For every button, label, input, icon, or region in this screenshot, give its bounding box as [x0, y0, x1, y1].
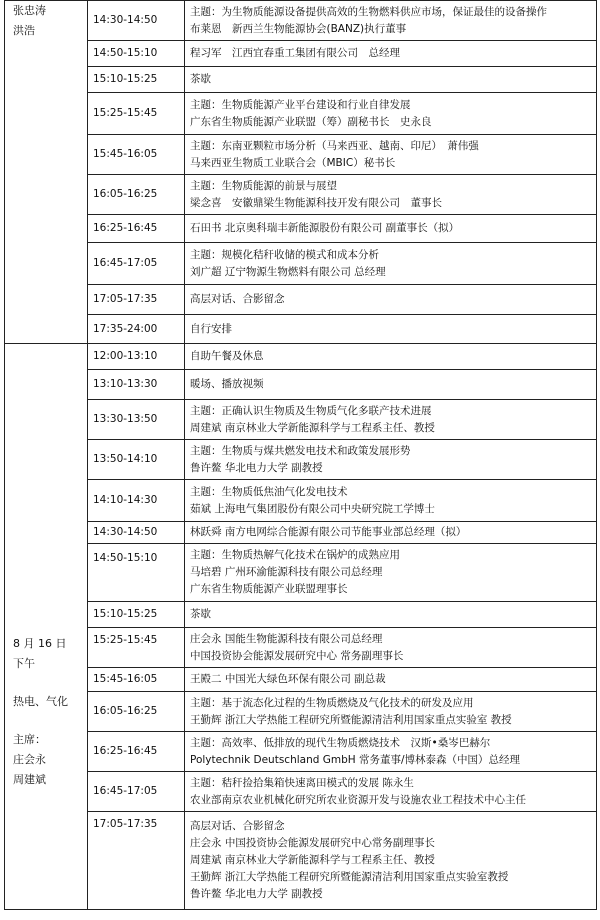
- table-row: [5, 315, 597, 344]
- time-cell: 16:05-16:25: [88, 175, 185, 215]
- desc-cell: [185, 400, 597, 440]
- session-chair-label: 主席：: [13, 732, 46, 746]
- desc-line: 王勤辉 浙江大学热能工程研究所暨能源清洁利用国家重点实验室 教授: [190, 713, 512, 726]
- time-cell: 15:25-15:45: [88, 628, 185, 668]
- desc-line: 农业部南京农业机械化研究所农业资源开发与设施农业工程技术中心主任: [190, 793, 526, 806]
- table-row: [5, 602, 597, 628]
- desc-line: 广东省生物质能源产业联盟理事长: [190, 583, 348, 595]
- time-cell: 16:05-16:25: [88, 692, 185, 732]
- chair-name: 张忠涛: [13, 4, 46, 17]
- desc-cell: [185, 732, 597, 772]
- desc-cell: [185, 243, 597, 285]
- desc-line: 马来西亚生物质工业联合会（MBIC）秘书长: [190, 156, 396, 169]
- desc-line: 石田书 北京奥科瑞丰新能源股份有限公司 副董事长（拟）: [190, 222, 460, 234]
- desc-cell: [185, 692, 597, 732]
- desc-line: 主题：规模化秸秆收储的模式和成本分析: [190, 248, 379, 261]
- chair-name: 周建斌: [13, 772, 46, 786]
- desc-line: 主题：东南亚颗粒市场分析（马来西亚、越南、印尼） 萧伟强: [190, 139, 479, 152]
- spacer: [13, 674, 87, 692]
- table-row: [5, 668, 597, 692]
- desc-line: 林跃舜 南方电网综合能源有限公司节能事业部总经理（拟）: [190, 526, 467, 538]
- desc-line: Polytechnik Deutschland GmbH 常务董事/博林泰森（中国）总经理: [190, 753, 521, 766]
- table-row: [5, 215, 597, 243]
- session-date: 8 月 16 日: [13, 636, 67, 650]
- session-topic: 热电、气化: [13, 694, 68, 708]
- time-cell: 16:45-17:05: [88, 243, 185, 285]
- desc-cell: [185, 522, 597, 544]
- desc-cell: [185, 344, 597, 370]
- desc-line: 自助午餐及休息: [190, 350, 264, 362]
- time-cell: 14:50-15:10: [88, 544, 185, 602]
- desc-line: 高层对话、合影留念: [190, 820, 285, 832]
- desc-line: 主题：生物质能源的前景与展望: [190, 179, 337, 192]
- desc-line: 自行安排: [190, 322, 232, 335]
- desc-line: 布莱恩 新西兰生物能源协会(BANZ)执行董事: [190, 22, 407, 35]
- table-row: [5, 732, 597, 772]
- desc-cell: [185, 41, 597, 67]
- desc-line: 鲁许鳌 华北电力大学 副教授: [190, 461, 323, 474]
- spacer: [13, 712, 87, 730]
- desc-cell: [185, 175, 597, 215]
- time-cell: 13:30-13:50: [88, 400, 185, 440]
- desc-line: 王勤辉 浙江大学热能工程研究所暨能源清洁利用国家重点实验室教授: [190, 871, 509, 883]
- table-row: [5, 772, 597, 812]
- table-row: [5, 1, 597, 41]
- desc-line: 主题：秸秆捡拾集箱快速离田模式的发展 陈永生: [190, 776, 414, 789]
- table-row: [5, 243, 597, 285]
- time-cell: 15:25-15:45: [88, 93, 185, 135]
- session-2-info: [5, 344, 88, 910]
- desc-cell: [185, 440, 597, 480]
- desc-cell: [185, 315, 597, 344]
- desc-line: 高层对话、合影留念: [190, 293, 285, 305]
- desc-line: 主题：生物质热解气化技术在锅炉的成熟应用: [190, 549, 400, 561]
- table-row: [5, 628, 597, 668]
- desc-line: 鲁许鳌 华北电力大学 副教授: [190, 888, 323, 900]
- desc-line: 庄会永 国能生物能源科技有限公司总经理: [190, 632, 383, 645]
- table-row: [5, 812, 597, 910]
- table-row: [5, 344, 597, 370]
- desc-line: 主题：生物质低焦油气化发电技术: [190, 485, 348, 498]
- time-cell: 14:30-14:50: [88, 522, 185, 544]
- desc-line: 刘广超 辽宁物源生物燃料有限公司 总经理: [190, 265, 386, 278]
- time-cell: 16:25-16:45: [88, 732, 185, 772]
- time-cell: 12:00-13:10: [88, 344, 185, 370]
- table-row: [5, 522, 597, 544]
- chair-name: 洪浩: [13, 24, 35, 37]
- desc-line: 茹斌 上海电气集团股份有限公司中央研究院工学博士: [190, 502, 435, 515]
- time-cell: 14:30-14:50: [88, 1, 185, 41]
- table-row: [5, 175, 597, 215]
- desc-line: 主题：基于流态化过程的生物质燃烧及气化技术的研发及应用: [190, 696, 474, 709]
- table-row: [5, 67, 597, 93]
- table-row: [5, 480, 597, 522]
- desc-cell: [185, 628, 597, 668]
- time-cell: 15:45-16:05: [88, 668, 185, 692]
- table-row: [5, 692, 597, 732]
- desc-cell: [185, 544, 597, 602]
- desc-cell: [185, 370, 597, 400]
- session-period: 下午: [13, 656, 35, 670]
- desc-cell: [185, 812, 597, 910]
- desc-line: 主题：高效率、低排放的现代生物质燃烧技术 汉斯•桑岑巴赫尔: [190, 736, 491, 749]
- desc-line: 梁念喜 安徽鼎梁生物能源科技开发有限公司 董事长: [190, 196, 442, 209]
- desc-line: 庄会永 中国投资协会能源发展研究中心常务副理事长: [190, 837, 435, 849]
- desc-line: 王殿二 中国光大绿色环保有限公司 副总裁: [190, 673, 386, 685]
- desc-line: 中国投资协会能源发展研究中心 常务副理事长: [190, 649, 404, 662]
- desc-cell: [185, 602, 597, 628]
- desc-line: 主题：为生物质能源设备提供高效的生物燃料供应市场，保证最佳的设备操作: [190, 5, 547, 18]
- table-row: [5, 93, 597, 135]
- table-row: [5, 400, 597, 440]
- time-cell: 14:10-14:30: [88, 480, 185, 522]
- desc-line: 主题：生物质与煤共燃发电技术和政策发展形势: [190, 444, 411, 457]
- desc-cell: [185, 285, 597, 315]
- table-row: [5, 285, 597, 315]
- desc-line: 广东省生物质能源产业联盟（筹）副秘书长 史永良: [190, 115, 432, 128]
- table-row: [5, 370, 597, 400]
- desc-line: 茶歇: [190, 73, 211, 85]
- desc-cell: [185, 480, 597, 522]
- desc-cell: [185, 93, 597, 135]
- desc-cell: [185, 215, 597, 243]
- desc-line: 周建斌 南京林业大学新能源科学与工程系主任、教授: [190, 421, 435, 434]
- desc-cell: [185, 1, 597, 41]
- desc-line: 主题：正确认识生物质及生物质气化多联产技术进展: [190, 404, 432, 417]
- chair-name: 庄会永: [13, 752, 46, 766]
- schedule-table: [4, 0, 597, 910]
- time-cell: 16:25-16:45: [88, 215, 185, 243]
- desc-line: 暖场、播放视频: [190, 378, 264, 390]
- desc-cell: [185, 135, 597, 175]
- desc-cell: [185, 668, 597, 692]
- time-cell: 17:05-17:35: [88, 812, 185, 910]
- time-cell: 15:10-15:25: [88, 67, 185, 93]
- time-cell: 16:45-17:05: [88, 772, 185, 812]
- table-row: [5, 544, 597, 602]
- desc-cell: [185, 67, 597, 93]
- desc-line: 茶歇: [190, 608, 211, 620]
- session-1-chairs: [5, 1, 88, 344]
- desc-line: 程习军 江西宜春重工集团有限公司 总经理: [190, 47, 400, 59]
- time-cell: 17:35-24:00: [88, 315, 185, 344]
- time-cell: 15:10-15:25: [88, 602, 185, 628]
- desc-line: 主题：生物质能源产业平台建设和行业自律发展: [190, 98, 411, 111]
- time-cell: 13:10-13:30: [88, 370, 185, 400]
- time-cell: 15:45-16:05: [88, 135, 185, 175]
- time-cell: 13:50-14:10: [88, 440, 185, 480]
- table-row: [5, 135, 597, 175]
- table-row: [5, 440, 597, 480]
- time-cell: 17:05-17:35: [88, 285, 185, 315]
- desc-line: 马培碧 广州环渝能源科技有限公司总经理: [190, 566, 383, 578]
- time-cell: 14:50-15:10: [88, 41, 185, 67]
- desc-line: 周建斌 南京林业大学新能源科学与工程系主任、教授: [190, 854, 435, 866]
- table-row: [5, 41, 597, 67]
- desc-cell: [185, 772, 597, 812]
